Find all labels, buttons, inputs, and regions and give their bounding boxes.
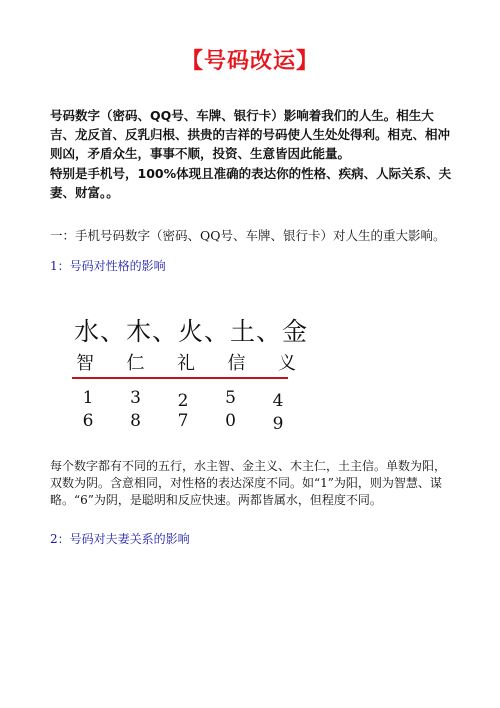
virtues-row [76, 349, 296, 375]
virtue-item: 义 [278, 353, 296, 374]
intro-paragraph-1: 号码数字（密码、QQ号、车牌、银行卡）影响着我们的人生。相生大吉、龙反首、反乳归根、拱贵的吉祥的号码使人生处处得利。相克、相冲则凶，矛盾众生，事事不顺，投资、生意皆因此能量。 [50, 108, 451, 161]
digit: 9 [272, 414, 284, 434]
page-title: 【号码改运】 [180, 49, 319, 74]
digit: 8 [130, 411, 141, 431]
section-heading: 一：手机号码数字（密码、QQ号、车牌、银行卡）对人生的重大影响。 [50, 228, 446, 243]
digit: 5 [225, 388, 236, 408]
subsection-heading-personality: 1：号码对性格的影响 [50, 259, 166, 273]
virtue-item: 信 [227, 353, 246, 374]
digit: 0 [225, 411, 236, 431]
digit: 7 [177, 411, 189, 431]
intro-paragraph-2: 特别是手机号，100%体现且准确的表达你的性格、疾病、人际关系、夫妻、财富。。 [50, 166, 452, 200]
digit: 1 [82, 388, 94, 408]
digits-row-odd [78, 388, 288, 411]
digit: 2 [177, 391, 189, 411]
digit: 4 [272, 391, 284, 411]
virtue-item: 仁 [126, 353, 145, 374]
digit: 3 [130, 388, 141, 408]
virtue-item: 礼 [177, 353, 195, 374]
personality-description: 每个数字都有不同的五行，水主智、金主义、木主仁，土主信。单数为阳，双数为阴。含意相同，对性格的表达深度不同。如“1”为阳，则为智慧、谋略。“6”为阴，是聪明和反应快速。两都皆属水，但程度不同。 [50, 459, 447, 507]
digits-row-even [78, 411, 288, 434]
five-elements-line: 水、木、火、土、金 [74, 317, 309, 346]
red-divider [72, 377, 288, 379]
virtue-item: 智 [76, 353, 94, 374]
subsection-heading-marriage: 2：号码对夫妻关系的影响 [50, 532, 190, 546]
digit: 6 [82, 411, 94, 431]
